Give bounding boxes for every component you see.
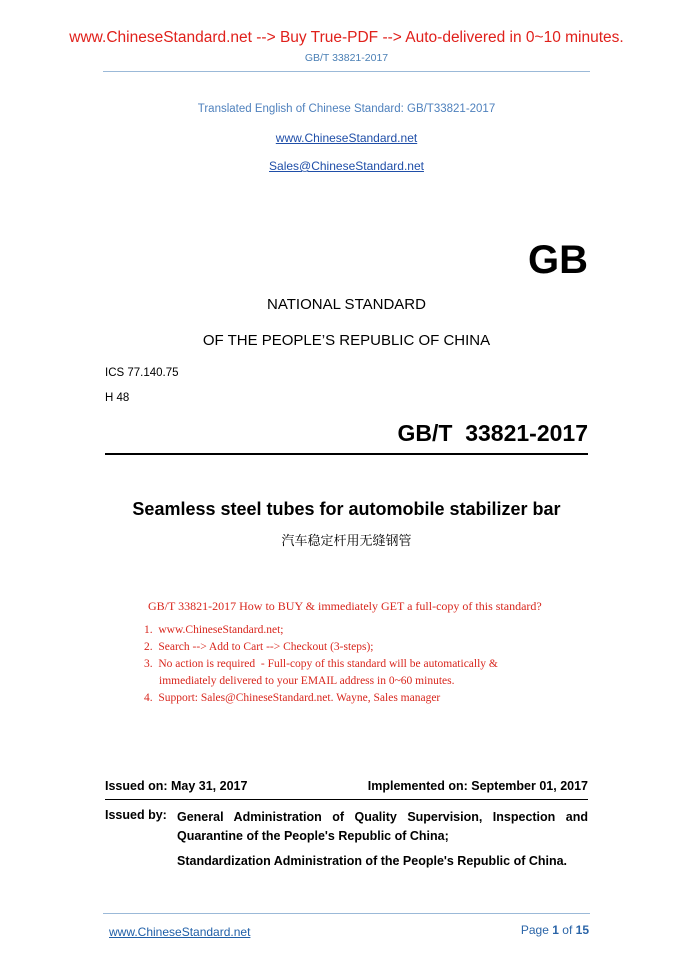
- country-heading: OF THE PEOPLE’S REPUBLIC OF CHINA: [202, 332, 491, 349]
- document-title: Seamless steel tubes for automobile stabilizer bar: [132, 499, 561, 519]
- issued-by-label: Issued by:: [105, 808, 167, 822]
- buy-step-3: 3. No action is required - Full-copy of this standard will be automatically &: [144, 658, 498, 670]
- issued-on-date: Issued on: May 31, 2017: [105, 779, 248, 793]
- national-standard-heading: NATIONAL STANDARD: [267, 296, 426, 313]
- website-link[interactable]: www.ChineseStandard.net: [275, 131, 418, 145]
- buy-step-1: 1. www.ChineseStandard.net;: [144, 624, 284, 636]
- buy-step-4: 4. Support: Sales@ChineseStandard.net. Wayne, Sales manager: [144, 692, 441, 704]
- page-number: [521, 923, 589, 937]
- ics-code: ICS 77.140.75: [105, 367, 179, 379]
- issuer-aqsiq: General Administration of Quality Supervision, Inspection and Quarantine of the People's Republic of China;: [177, 810, 588, 843]
- page-current: 1: [552, 923, 559, 937]
- document-title-chinese: 汽车稳定杆用无缝钢管: [281, 534, 412, 549]
- title-divider: [105, 453, 588, 455]
- buy-step-3-continued: immediately delivered to your EMAIL address in 0~60 minutes.: [159, 675, 455, 687]
- header-standard-code: GB/T 33821-2017: [304, 52, 389, 64]
- promo-banner[interactable]: www.ChineseStandard.net --> Buy True-PDF --> Auto-delivered in 0~10 minutes.: [69, 29, 624, 46]
- buy-instructions-title: GB/T 33821-2017 How to BUY & immediately GET a full-copy of this standard?: [148, 599, 542, 613]
- footer-divider: [103, 913, 590, 914]
- gb-mark: GB: [528, 238, 588, 282]
- header-divider: [103, 71, 590, 72]
- translation-note: Translated English of Chinese Standard: GB/T33821-2017: [197, 103, 496, 115]
- ccs-code: H 48: [105, 392, 130, 404]
- standard-number: GB/T 33821-2017: [397, 420, 588, 446]
- buy-instructions-list: [144, 622, 498, 707]
- buy-step-2: 2. Search --> Add to Cart --> Checkout (3-steps);: [144, 641, 374, 653]
- dates-divider: [105, 799, 588, 800]
- email-link[interactable]: Sales@ChineseStandard.net: [269, 159, 424, 173]
- page-total: 15: [575, 923, 589, 937]
- page-label: Page: [520, 923, 549, 937]
- footer-website-link[interactable]: www.ChineseStandard.net: [109, 925, 251, 939]
- page-of: of: [562, 923, 573, 937]
- implemented-on-date: Implemented on: September 01, 2017: [367, 779, 588, 793]
- issuer-sac: Standardization Administration of the People's Republic of China.: [177, 854, 568, 868]
